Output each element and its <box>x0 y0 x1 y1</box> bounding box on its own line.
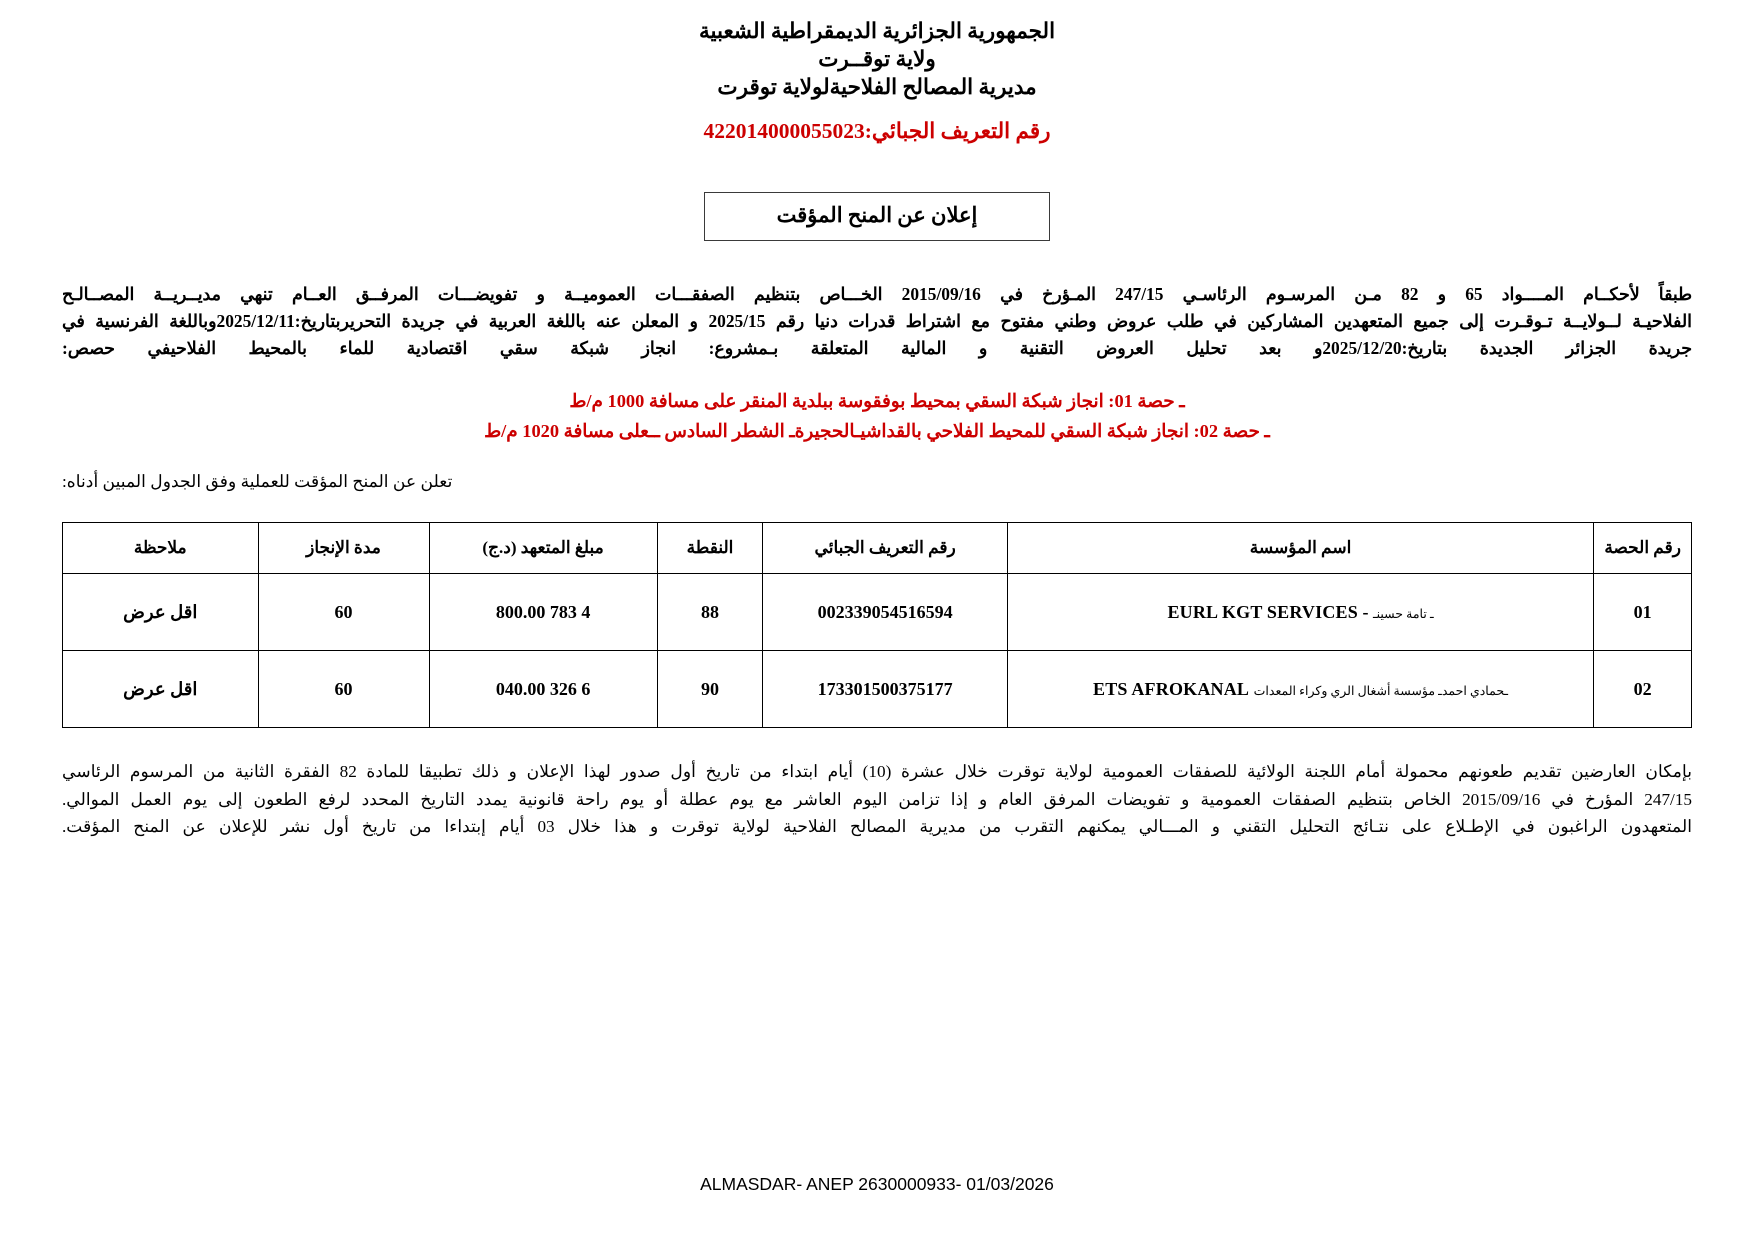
cell-remark: اقل عرض <box>63 651 259 728</box>
cell-firm-name <box>1007 651 1593 728</box>
anep-reference: ALMASDAR- ANEP 2630000933- 01/03/2026 <box>700 1174 1054 1194</box>
intro-paragraph-line-3: جريدة الجزائر الجديدة بتاريخ:2025/12/20و بعد تحليل العروض التقنية و المالية المتعلقة بـمشروع: انجاز شبكة سقي اقتصادية للماء بالمحيط الفلاحيفي حصص: <box>62 338 1692 359</box>
cell-amount: 6 326 040.00 <box>429 651 657 728</box>
lot-description-1: ـ حصة 01: انجاز شبكة السقي بمحيط بوفقوسة ببلدية المنقر على مسافة 1000 م/ط <box>569 390 1185 411</box>
cell-firm-name-latin: ETS AFROKANAL <box>1093 678 1250 699</box>
table-row <box>63 651 1692 728</box>
cell-remark: اقل عرض <box>63 574 259 651</box>
cell-tax-id: 002339054516594 <box>763 574 1007 651</box>
table-row <box>63 574 1692 651</box>
intro-paragraph-line-2: الفلاحيـة لــولايــة تـوقـرت إلى جميع المتعهدين المشاركين في طلب عروض وطني مفتوح مع اشتراط قدرات دنيا رقم 2025/15 و المعلن عنه باللغة العربية في جريدة التحريربتاريخ:2025/12/11وباللغة الفرنسية في <box>62 311 1692 332</box>
announce-sentence-text: تعلن عن المنح المؤقت للعملية وفق الجدول المبين أدناه: <box>62 472 453 492</box>
appeals-paragraph-line-2: 247/15 المؤرخ في 2015/09/16 الخاص بتنظيم الصفقات العمومية و تفويضات المرفق العام و إذا تزامن اليوم العاشر مع يوم عطلة أو يوم راحة قانونية يمدد التاريخ المحدد لرفع الطعون إلى يوم العمل الموالي. <box>62 789 1693 809</box>
cell-score: 90 <box>657 651 763 728</box>
column-header-amount: مبلغ المتعهد (د.ج) <box>429 523 657 574</box>
cell-firm-name-latin: - EURL KGT SERVICES <box>1167 601 1369 622</box>
tax-id-label: رقم التعريف الجبائي: <box>864 118 1051 143</box>
cell-lot-number: 01 <box>1594 574 1692 651</box>
table-header-row <box>63 523 1692 574</box>
appeals-paragraph-line-3: المتعهدون الراغبون في الإطـلاع على نتـائج التحليل التقني و المـــالي يمكنهم التقرب من مديرية المصالح الفلاحية لولاية توقرت و هذا خلال 03 أيام إبتداءا من تاريخ أول نشر للإعلان عن المنح المؤقت. <box>62 816 1693 836</box>
tax-id-value: 422014000055023 <box>703 118 865 143</box>
cell-duration: 60 <box>258 651 429 728</box>
intro-paragraph-line-1: طبقاً لأحكــام المــــواد 65 و 82 مـن المرسـوم الرئاسـي 247/15 المـؤرخ في 2015/09/16 الخـــاص بتنظيم الصفقـــات العموميــة و تفويضـــات المرفــق العــام تنهي مديــريــة المصــالـح <box>62 283 1692 304</box>
appeals-paragraph <box>62 758 1692 840</box>
header-wilaya-line: ولاية توقــرت <box>818 46 936 71</box>
lot-descriptions <box>62 387 1692 447</box>
header-directorate-line: مديرية المصالح الفلاحيةلولاية توقرت <box>717 74 1037 99</box>
cell-duration: 60 <box>258 574 429 651</box>
cell-firm-name-arabic: ـحمادي احمدـ مؤسسة أشغال الري وكراء المعدات <box>1253 683 1509 698</box>
cell-score: 88 <box>657 574 763 651</box>
cell-tax-id: 173301500375177 <box>763 651 1007 728</box>
document-header <box>62 18 1692 102</box>
intro-paragraph <box>62 281 1692 363</box>
column-header-firm-name: اسم المؤسسة <box>1007 523 1593 574</box>
column-header-lot-number: رقم الحصة <box>1594 523 1692 574</box>
cell-firm-name <box>1007 574 1593 651</box>
announcement-title-box: إعلان عن المنح المؤقت <box>704 192 1051 241</box>
cell-lot-number: 02 <box>1594 651 1692 728</box>
column-header-duration: مدة الإنجاز <box>258 523 429 574</box>
appeals-paragraph-line-1: بإمكان العارضين تقديم طعونهم محمولة أمام اللجنة الولائية للصفقات العمومية لولاية توقرت خلال عشرة (10) أيام ابتداء من تاريخ أول صدور لهذا الإعلان و ذلك تطبيقا للمادة 82 الفقرة الثانية من المرسوم الرئاسي <box>62 762 1693 782</box>
announce-sentence <box>62 472 1692 492</box>
column-header-tax-id: رقم التعريف الجبائي <box>763 523 1007 574</box>
provisional-grant-table <box>62 522 1692 728</box>
column-header-remark: ملاحظة <box>63 523 259 574</box>
column-header-score: النقطة <box>657 523 763 574</box>
cell-amount: 4 783 800.00 <box>429 574 657 651</box>
cell-firm-name-arabic: ـ تامة حسينـ <box>1372 606 1434 621</box>
tax-identification-line <box>62 119 1692 144</box>
header-republic-line: الجمهورية الجزائرية الديمقراطية الشعبية <box>698 19 1056 43</box>
title-box-container <box>62 192 1692 241</box>
lot-description-2: ـ حصة 02: انجاز شبكة السقي للمحيط الفلاحي بالقداشيـالحجيرةـ الشطر السادس ــعلى مسافة 1020 م/ط <box>484 420 1270 441</box>
